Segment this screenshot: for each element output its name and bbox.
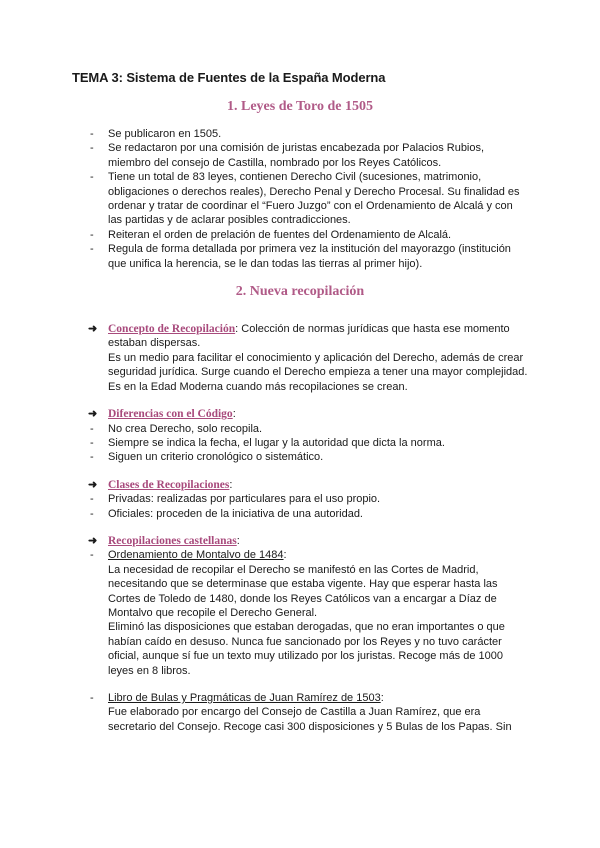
castellanas-label: Recopilaciones castellanas: [108, 534, 237, 547]
montalvo-label: Ordenamiento de Montalvo de 1484: [108, 549, 284, 562]
list-item: [72, 691, 528, 705]
list-item: [72, 548, 528, 562]
concepto-block: [72, 322, 528, 351]
list-item: - Siguen un criterio cronológico o sistemático.: [72, 450, 528, 464]
concepto-text: : Colección de normas jurídicas que hasta ese momento estaban dispersas.: [108, 323, 510, 350]
list-item: - No crea Derecho, solo recopila.: [72, 422, 528, 436]
list-item: - Se redactaron por una comisión de juristas encabezada por Palacios Rubios, miembro del consejo de Castilla, nombrado por los Reyes Católicos.: [72, 141, 528, 170]
list-item: - Se publicaron en 1505.: [72, 127, 528, 141]
list-item: - Oficiales: proceden de la iniciativa de una autoridad.: [72, 507, 528, 521]
section-1-list: [72, 127, 528, 271]
diferencias-list: [72, 422, 528, 465]
list-item: - Privadas: realizadas por particulares para el uso propio.: [72, 492, 528, 506]
concepto-label: Concepto de Recopilación: [108, 323, 236, 336]
document-title: TEMA 3: Sistema de Fuentes de la España Moderna: [72, 70, 386, 85]
clases-heading: [72, 478, 528, 492]
montalvo-paragraph-1: La necesidad de recopilar el Derecho se manifestó en las Cortes de Madrid, necesitando que se determinase que estaba vigente. Hay que esperar hasta las Cortes de Toledo de 1480, donde los Reyes Católicos van a encargar a Díaz de Montalvo que recopile el Derecho General.: [108, 563, 498, 619]
clases-colon: :: [229, 478, 233, 491]
montalvo-colon: :: [283, 549, 287, 562]
ramirez-label: Libro de Bulas y Pragmáticas de Juan Ramírez de 1503: [108, 692, 381, 704]
arrow-right-icon: ➜: [88, 534, 98, 547]
castellanas-heading: [72, 534, 528, 548]
list-item: - Siempre se indica la fecha, el lugar y la autoridad que dicta la norma.: [72, 436, 528, 450]
castellanas-list: [72, 548, 528, 562]
diferencias-label: Diferencias con el Código: [108, 408, 233, 421]
arrow-right-icon: ➜: [88, 478, 98, 491]
clases-label: Clases de Recopilaciones: [108, 478, 230, 491]
clases-list: [72, 492, 528, 521]
ramirez-paragraph-1: Fue elaborado por encargo del Consejo de Castilla a Juan Ramírez, que era secretario del Consejo. Recoge casi 300 disposiciones y 5 Bulas de los Papas. Sin: [108, 706, 512, 733]
section-1-heading: 1. Leyes de Toro de 1505: [227, 99, 373, 114]
ramirez-list: [72, 691, 528, 705]
diferencias-heading: [72, 407, 528, 421]
montalvo-paragraph-2: Eliminó las disposiciones que estaban derogadas, que no eran importantes o que habían caído en desuso. Nunca fue sancionado por los Reyes y no tuvo carácter oficial, aunque sí fue un texto muy utilizado por los juristas. Recoge más de 1000 leyes en 8 libros.: [108, 621, 505, 677]
concepto-text-2: Es un medio para facilitar el conocimiento y aplicación del Derecho, además de crear seguridad jurídica. Surge cuando el Derecho empieza a tener una mayor complejidad. Es en la Edad Moderna cuando más recopilaciones se crean.: [108, 351, 528, 393]
ramirez-colon: :: [380, 692, 384, 704]
list-item: - Tiene un total de 83 leyes, contienen Derecho Civil (sucesiones, matrimonio, obligaciones o derechos reales), Derecho Penal y Derecho Procesal. Su finalidad es ordenar y tratar de coordinar el “Fuero Juzgo” con el Ordenamiento de Alcalá y con las partidas y de aclarar posibles contradicciones.: [72, 170, 528, 228]
section-2-heading: 2. Nueva recopilación: [235, 284, 365, 300]
list-item: - Reiteran el orden de prelación de fuentes del Ordenamiento de Alcalá.: [72, 228, 528, 242]
diferencias-colon: :: [232, 408, 236, 421]
arrow-right-icon: ➜: [88, 408, 98, 421]
list-item: - Regula de forma detallada por primera vez la institución del mayorazgo (institución que unifica la herencia, se le dan todas las tierras al primer hijo).: [72, 242, 528, 271]
arrow-right-icon: ➜: [88, 323, 98, 336]
castellanas-colon: :: [236, 534, 240, 547]
